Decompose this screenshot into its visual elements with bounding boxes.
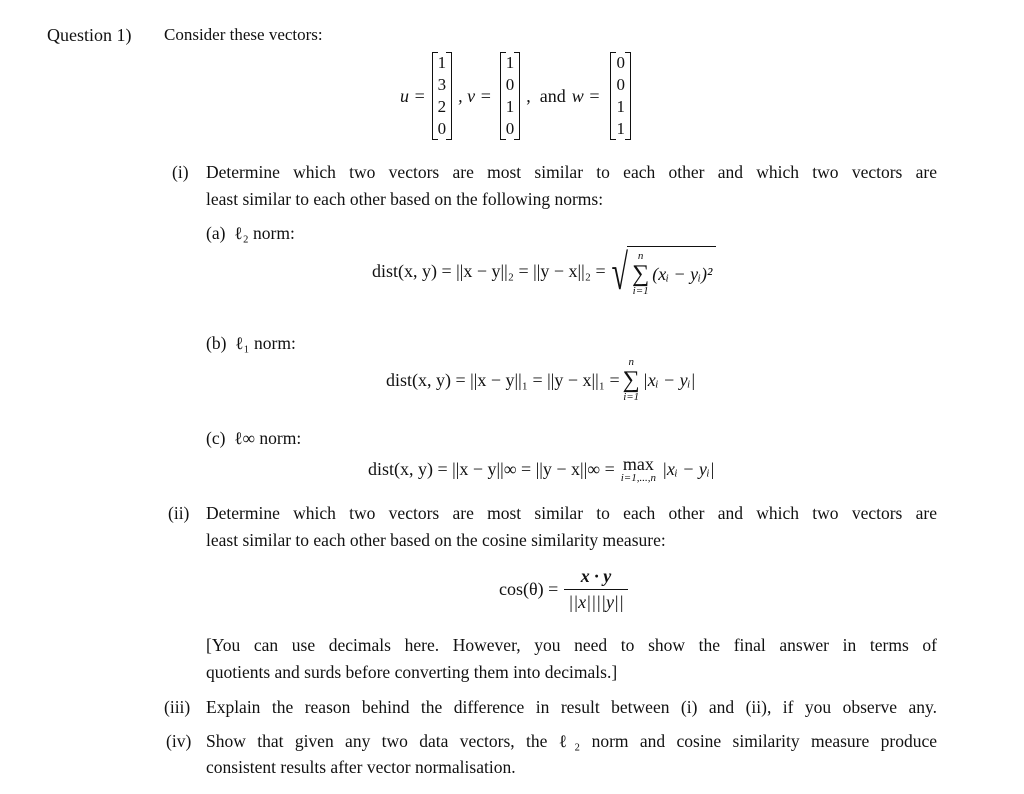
norm-name: ℓ₂ norm: [234, 223, 295, 243]
v-entry: 1 [505, 53, 515, 72]
sqrt [606, 243, 717, 300]
label: (c) [206, 428, 226, 448]
label: (b) [206, 333, 227, 353]
max-text: max [622, 454, 654, 474]
u-entry: 3 [437, 75, 447, 94]
part-ii-number: (ii) [168, 503, 190, 523]
radical-icon: √ [611, 243, 628, 300]
w-entry: 1 [616, 119, 625, 138]
u-entry: 1 [437, 53, 447, 72]
v-entry: 0 [505, 75, 515, 94]
part-i-number: (i) [172, 162, 189, 182]
w-entry: 1 [616, 97, 625, 116]
vector-definitions [400, 50, 637, 142]
part-iii-number: (iii) [164, 697, 191, 717]
part-c-label [206, 427, 301, 449]
question-intro: Consider these vectors: [164, 25, 323, 44]
v-entry: 0 [505, 119, 515, 138]
l2-formula [372, 243, 716, 300]
sum-upper: n [628, 356, 634, 368]
part-iv-line2: consistent results after vector normalisation. [206, 757, 516, 777]
part-iv-line1: Show that given any two data vectors, the ℓ₂ norm and cosine similarity measure produce [206, 731, 937, 751]
w-entry: 0 [616, 53, 625, 72]
l1-formula [386, 357, 695, 403]
cosine-formula [499, 566, 628, 613]
formula-lhs: dist(x, y) = ||x − y||₁ = ||y − x||₁ = [386, 369, 620, 390]
vector-w [610, 52, 631, 140]
part-a-label [206, 222, 295, 244]
u-entry: 2 [437, 97, 447, 116]
part-b-label [206, 332, 296, 354]
note-line1: [You can use decimals here. However, you need to show the final answer in terms of [206, 635, 937, 655]
formula-term: |xᵢ − yᵢ| [661, 459, 715, 479]
numerator: x · y [580, 566, 612, 586]
max-subscript: i=1,...,n [620, 472, 656, 484]
max-operator [621, 455, 656, 484]
norm-name: ℓ∞ norm: [234, 428, 302, 448]
formula-term: (xᵢ − yᵢ)² [652, 263, 713, 284]
label: (a) [206, 223, 226, 243]
question-label: Question 1) [47, 25, 132, 45]
summation: n ∑ i=1 [632, 250, 650, 297]
vector-v [500, 52, 521, 140]
w-label: w = [571, 85, 601, 106]
sum-lower: i=1 [632, 285, 649, 297]
v-label: , v = [458, 85, 492, 106]
denominator: ||x||||y|| [564, 589, 628, 613]
w-entry: 0 [616, 75, 625, 94]
formula-lhs: dist(x, y) = ||x − y||₂ = ||y − x||₂ = [372, 261, 606, 281]
note-line2: quotients and surds before converting them into decimals.] [206, 662, 618, 682]
u-label: u = [400, 85, 426, 106]
part-ii-line2: least similar to each other based on the cosine similarity measure: [206, 530, 666, 550]
part-iv-number: (iv) [166, 731, 192, 751]
formula-lhs: dist(x, y) = ||x − y||∞ = ||y − x||∞ = [368, 459, 615, 479]
part-i-line1: Determine which two vectors are most similar to each other and which two vectors are [206, 162, 937, 182]
norm-name: ℓ₁ norm: [235, 333, 296, 353]
linf-formula [368, 455, 715, 484]
sum-lower: i=1 [623, 391, 640, 403]
vector-u [432, 52, 453, 140]
formula-lhs: cos(θ) = [499, 579, 559, 599]
fraction [564, 566, 628, 613]
formula-term: |xᵢ − yᵢ| [642, 369, 696, 390]
part-iii-text: Explain the reason behind the difference in result between (i) and (ii), if you observe any. [206, 697, 937, 717]
part-ii-line1: Determine which two vectors are most similar to each other and which two vectors are [206, 503, 937, 523]
summation: n ∑ i=1 [622, 356, 640, 403]
part-i-line2: least similar to each other based on the following norms: [206, 189, 604, 209]
v-entry: 1 [505, 97, 515, 116]
and-text: , and [526, 85, 566, 106]
sum-upper: n [637, 250, 644, 262]
u-entry: 0 [437, 119, 447, 138]
